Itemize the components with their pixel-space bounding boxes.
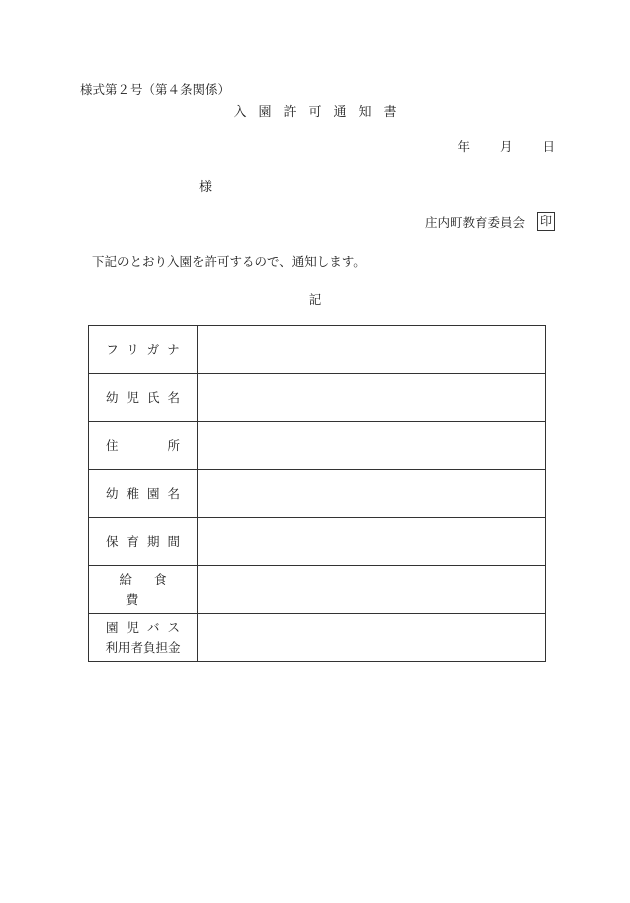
table-row: [89, 422, 546, 470]
table-row: [89, 518, 546, 566]
details-table: [88, 325, 546, 662]
value-child-name[interactable]: [198, 374, 546, 422]
label-kindergarten-name: 幼稚園名: [89, 470, 198, 518]
table-row: [89, 470, 546, 518]
label-bus-fee: 園児バス 利用者負担金: [89, 614, 198, 662]
ki-heading: 記: [308, 292, 322, 307]
date-line: [457, 137, 555, 155]
label-care-period: 保育期間: [89, 518, 198, 566]
value-bus-fee[interactable]: [198, 614, 546, 662]
table-row: [89, 374, 546, 422]
issuer: [425, 212, 555, 231]
seal-mark: 印: [537, 212, 555, 231]
issuer-name: 庄内町教育委員会: [424, 214, 525, 230]
value-meal-fee[interactable]: [198, 566, 546, 614]
table-row: [89, 566, 546, 614]
table-row: [89, 326, 546, 374]
table-row: [89, 614, 546, 662]
label-address: 住 所: [89, 422, 198, 470]
recipient-suffix: 様: [199, 180, 213, 195]
value-care-period[interactable]: [198, 518, 546, 566]
value-kindergarten-name[interactable]: [198, 470, 546, 518]
body-text: 下記のとおり入園を許可するので、通知します。: [92, 254, 366, 269]
date-month: 月: [499, 139, 513, 154]
label-child-name: 幼児氏名: [89, 374, 198, 422]
label-furigana: フリガナ: [89, 326, 198, 374]
label-meal-fee: 給食費: [89, 566, 198, 614]
value-address[interactable]: [198, 422, 546, 470]
date-year: 年: [457, 139, 470, 154]
document-title: 入園許可通知書: [233, 105, 409, 120]
value-furigana[interactable]: [198, 326, 546, 374]
date-day: 日: [542, 139, 555, 154]
form-number: 様式第２号（第４条関係）: [80, 82, 231, 97]
